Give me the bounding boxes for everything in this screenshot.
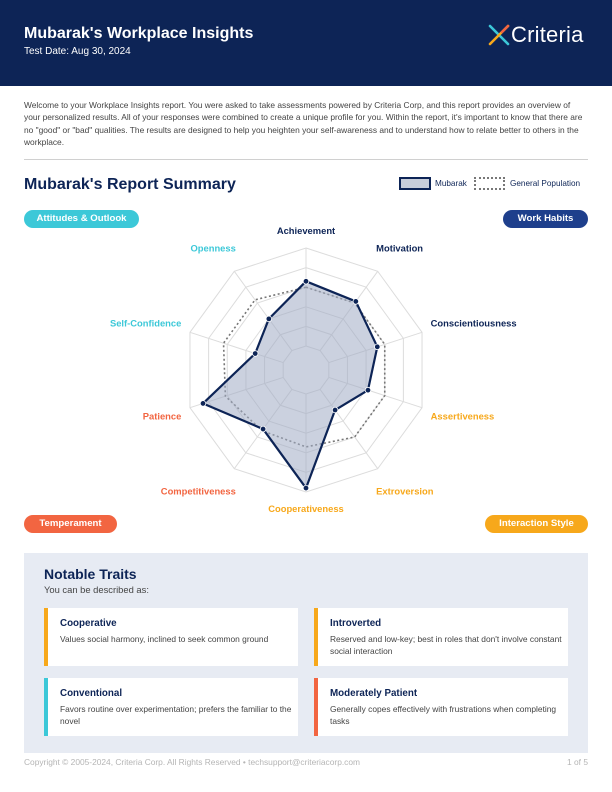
point-mubarak-achievement — [303, 279, 309, 285]
trait-card-conventional — [44, 678, 298, 736]
axis-label-openness: Openness — [190, 242, 236, 254]
point-mubarak-self-confidence — [252, 351, 258, 357]
report-title: Mubarak's Workplace Insights — [24, 25, 254, 42]
point-mubarak-openness — [266, 316, 272, 322]
copyright-text: Copyright © 2005-2024, Criteria Corp. All Rights Reserved • techsupport@criteriacorp.com — [24, 757, 360, 767]
trait-card-description: Favors routine over experimentation; prefers the familiar to the novel — [60, 704, 292, 727]
legend-label-population: General Population — [510, 179, 581, 188]
axis-label-self-confidence: Self-Confidence — [109, 317, 182, 329]
axis-label-patience: Patience — [142, 410, 182, 422]
traits-subtitle: You can be described as: — [44, 584, 149, 595]
trait-card-title: Moderately Patient — [330, 688, 418, 699]
axis-label-competitiveness: Competitiveness — [160, 485, 236, 497]
legend-label-person: Mubarak — [435, 179, 467, 188]
point-mubarak-patience — [200, 401, 206, 407]
quadrant-temperament-badge: Temperament — [24, 515, 117, 533]
quadrant-attitudes-badge: Attitudes & Outlook — [24, 210, 139, 228]
page-footer — [24, 757, 588, 767]
notable-traits-panel — [24, 553, 588, 753]
axis-label-cooperativeness: Cooperativeness — [268, 503, 344, 514]
quadrant-work-habits-badge: Work Habits — [503, 210, 588, 228]
page-number: 1 of 5 — [567, 757, 588, 767]
intro-paragraph: Welcome to your Workplace Insights report. You were asked to take assessments powered by Criteria Corp, and this report provides an overview of your personalized results. All of your responses were combined to create a unique profile for you. Within the report, it's important to know that there are no "good" or "bad" qualities. The results are designed to help you heighten your self-awareness and to understand how to relate better to others in the workplace. — [24, 100, 583, 148]
criteria-logo-text: Criteria — [511, 22, 584, 47]
trait-card-description: Reserved and low-key; best in roles that don't involve constant social interaction — [330, 634, 562, 657]
test-date: Test Date: Aug 30, 2024 — [24, 46, 131, 57]
trait-card-description: Values social harmony, inclined to seek common ground — [60, 634, 269, 644]
traits-title: Notable Traits — [44, 566, 137, 582]
trait-card-title: Cooperative — [60, 618, 117, 629]
axis-label-extroversion: Extroversion — [376, 485, 434, 497]
point-mubarak-cooperativeness — [303, 485, 309, 491]
axis-label-motivation: Motivation — [376, 242, 424, 254]
point-mubarak-motivation — [353, 299, 359, 305]
trait-card-moderately-patient — [314, 678, 568, 736]
point-mubarak-competitiveness — [260, 426, 266, 432]
axis-label-achievement: Achievement — [276, 225, 336, 236]
axis-label-assertiveness: Assertiveness — [430, 410, 495, 422]
trait-card-title: Introverted — [330, 618, 382, 629]
axis-label-conscientiousness: Conscientiousness — [430, 317, 517, 329]
trait-card-introverted — [314, 608, 568, 666]
trait-card-title: Conventional — [60, 688, 123, 699]
point-mubarak-assertiveness — [365, 387, 371, 393]
series-mubarak — [203, 281, 377, 488]
summary-title: Mubarak's Report Summary — [24, 176, 236, 193]
point-mubarak-extroversion — [332, 407, 338, 413]
trait-card-description: Generally copes effectively with frustrations when completing tasks — [330, 704, 557, 727]
quadrant-interaction-badge: Interaction Style — [485, 515, 588, 533]
point-mubarak-conscientiousness — [374, 344, 380, 350]
trait-card-cooperative — [44, 608, 298, 666]
